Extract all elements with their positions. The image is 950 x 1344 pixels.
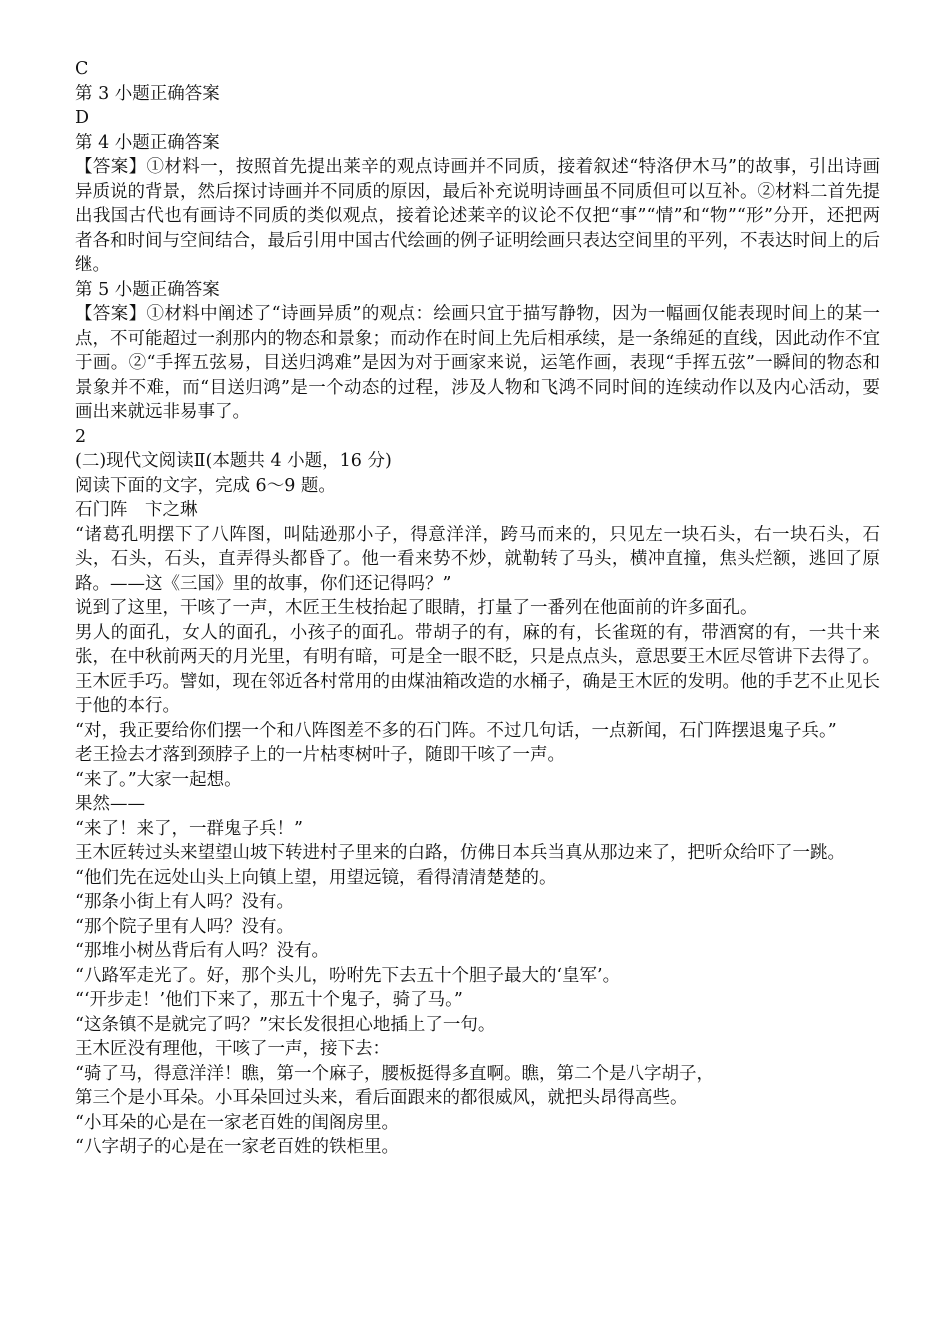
text-line: C: [75, 59, 89, 79]
story-paragraph: “那条小街上有人吗？没有。: [75, 892, 294, 912]
story-paragraph: “对，我正要给你们摆一个和八阵图差不多的石门阵。不过几句话，一点新闻，石门阵摆退鬼子兵。”: [75, 720, 837, 741]
section-heading: (二)现代文阅读Ⅱ(本题共 4 小题，16 分): [75, 451, 392, 471]
text-line: D: [75, 108, 90, 128]
text-line: 2: [75, 426, 87, 447]
story-paragraph: “来了！来了，一群鬼子兵！”: [75, 818, 303, 839]
story-paragraph: “诸葛孔明摆下了八阵图，叫陆逊那小子，得意洋洋，跨马而来的，只见左一块石头，右一块石头，石头，石头，石头，直弄得头都昏了。他一看来势不炒，就勒转了马头，横冲直撞，焦头烂额，逃回了原路。——这《三国》里的故事，你们还记得吗？”: [75, 524, 880, 594]
story-paragraph: “那堆小树丛背后有人吗？没有。: [75, 941, 329, 961]
story-paragraph: 男人的面孔，女人的面孔，小孩子的面孔。带胡子的有，麻的有，长雀斑的有，带酒窝的有，一共十来张，在中秋前两天的月光里，有明有暗，可是全一眼不眨，只是点点头，意思要王木匠尽管讲下去得了。: [75, 622, 880, 667]
story-paragraph: 说到了这里，干咳了一声，木匠王生枝抬起了眼睛，打量了一番列在他面前的许多面孔。: [75, 598, 758, 618]
question-4-answer-paragraph: 【答案】①材料一，按照首先提出莱辛的观点诗画并不同质，接着叙述“特洛伊木马”的故事，引出诗画异质说的背景，然后探讨诗画并不同质的原因，最后补充说明诗画虽不同质但可以互补。②材料二首先提出我国古代也有画诗不同质的类似观点，接着论述莱辛的议论不仅把“事”“情”和“物”“形”分开，还把两者各和时间与空间结合，最后引用中国古代绘画的例子证明绘画只表达空间里的平列，不表达时间上的后继。: [75, 157, 880, 275]
story-paragraph: “八字胡子的心是在一家老百姓的铁柜里。: [75, 1137, 399, 1157]
story-paragraph: “这条镇不是就完了吗？”宋长发很担心地插上了一句。: [75, 1014, 496, 1035]
story-title: 石门阵 卞之琳: [75, 500, 198, 520]
story-paragraph: “‘开步走！’他们下来了，那五十个鬼子，骑了马。”: [75, 990, 463, 1010]
story-paragraph: 第三个是小耳朵。小耳朵回过头来，看后面跟来的都很威风，就把头昂得高些。: [75, 1088, 688, 1108]
story-paragraph: 老王捡去才落到颈脖子上的一片枯枣树叶子，随即干咳了一声。: [75, 745, 565, 765]
instruction-text: 阅读下面的文字，完成 6～9 题。: [75, 475, 336, 496]
story-paragraph: “那个院子里有人吗？没有。: [75, 916, 294, 937]
story-paragraph: “来了。”大家一起想。: [75, 769, 242, 790]
story-paragraph: 王木匠没有理他，干咳了一声，接下去：: [75, 1039, 390, 1059]
story-paragraph: 王木匠转过头来望望山坡下转进村子里来的白路，仿佛日本兵当真从那边来了，把听众给吓了一跳。: [75, 843, 845, 863]
question-5-answer-paragraph: 【答案】①材料中阐述了“诗画异质”的观点：绘画只宜于描写静物，因为一幅画仅能表现时间上的某一点，不可能超过一刹那内的物态和景象；而动作在时间上先后相承续，是一条绵延的直线，因此动作不宜于画。②“手挥五弦易，目送归鸿难”是因为对于画家来说，运笔作画，表现“手挥五弦”一瞬间的物态和景象并不难，而“目送归鸿”是一个动态的过程，涉及人物和飞鸿不同时间的连续动作以及内心活动，要画出来就远非易事了。: [75, 304, 880, 422]
question-5-answer-heading: 第 5 小题正确答案: [75, 279, 220, 300]
story-paragraph: “小耳朵的心是在一家老百姓的闺阁房里。: [75, 1112, 399, 1133]
story-paragraph: 王木匠手巧。譬如，现在邻近各村常用的由煤油箱改造的水桶子，确是王木匠的发明。他的手艺不止见长于他的本行。: [75, 671, 880, 716]
story-paragraph: 果然——: [75, 794, 145, 814]
story-paragraph: “骑了马，得意洋洋！瞧，第一个麻子，腰板挺得多直啊。瞧，第二个是八字胡子，: [75, 1063, 714, 1084]
story-paragraph: “八路军走光了。好，那个头儿，吩咐先下去五十个胆子最大的‘皇军’。: [75, 965, 621, 986]
question-3-answer-heading: 第 3 小题正确答案: [75, 83, 220, 104]
document-page: [75, 57, 880, 1160]
story-paragraph: “他们先在远处山头上向镇上望，用望远镜，看得清清楚楚的。: [75, 867, 557, 888]
question-4-answer-heading: 第 4 小题正确答案: [75, 132, 220, 153]
